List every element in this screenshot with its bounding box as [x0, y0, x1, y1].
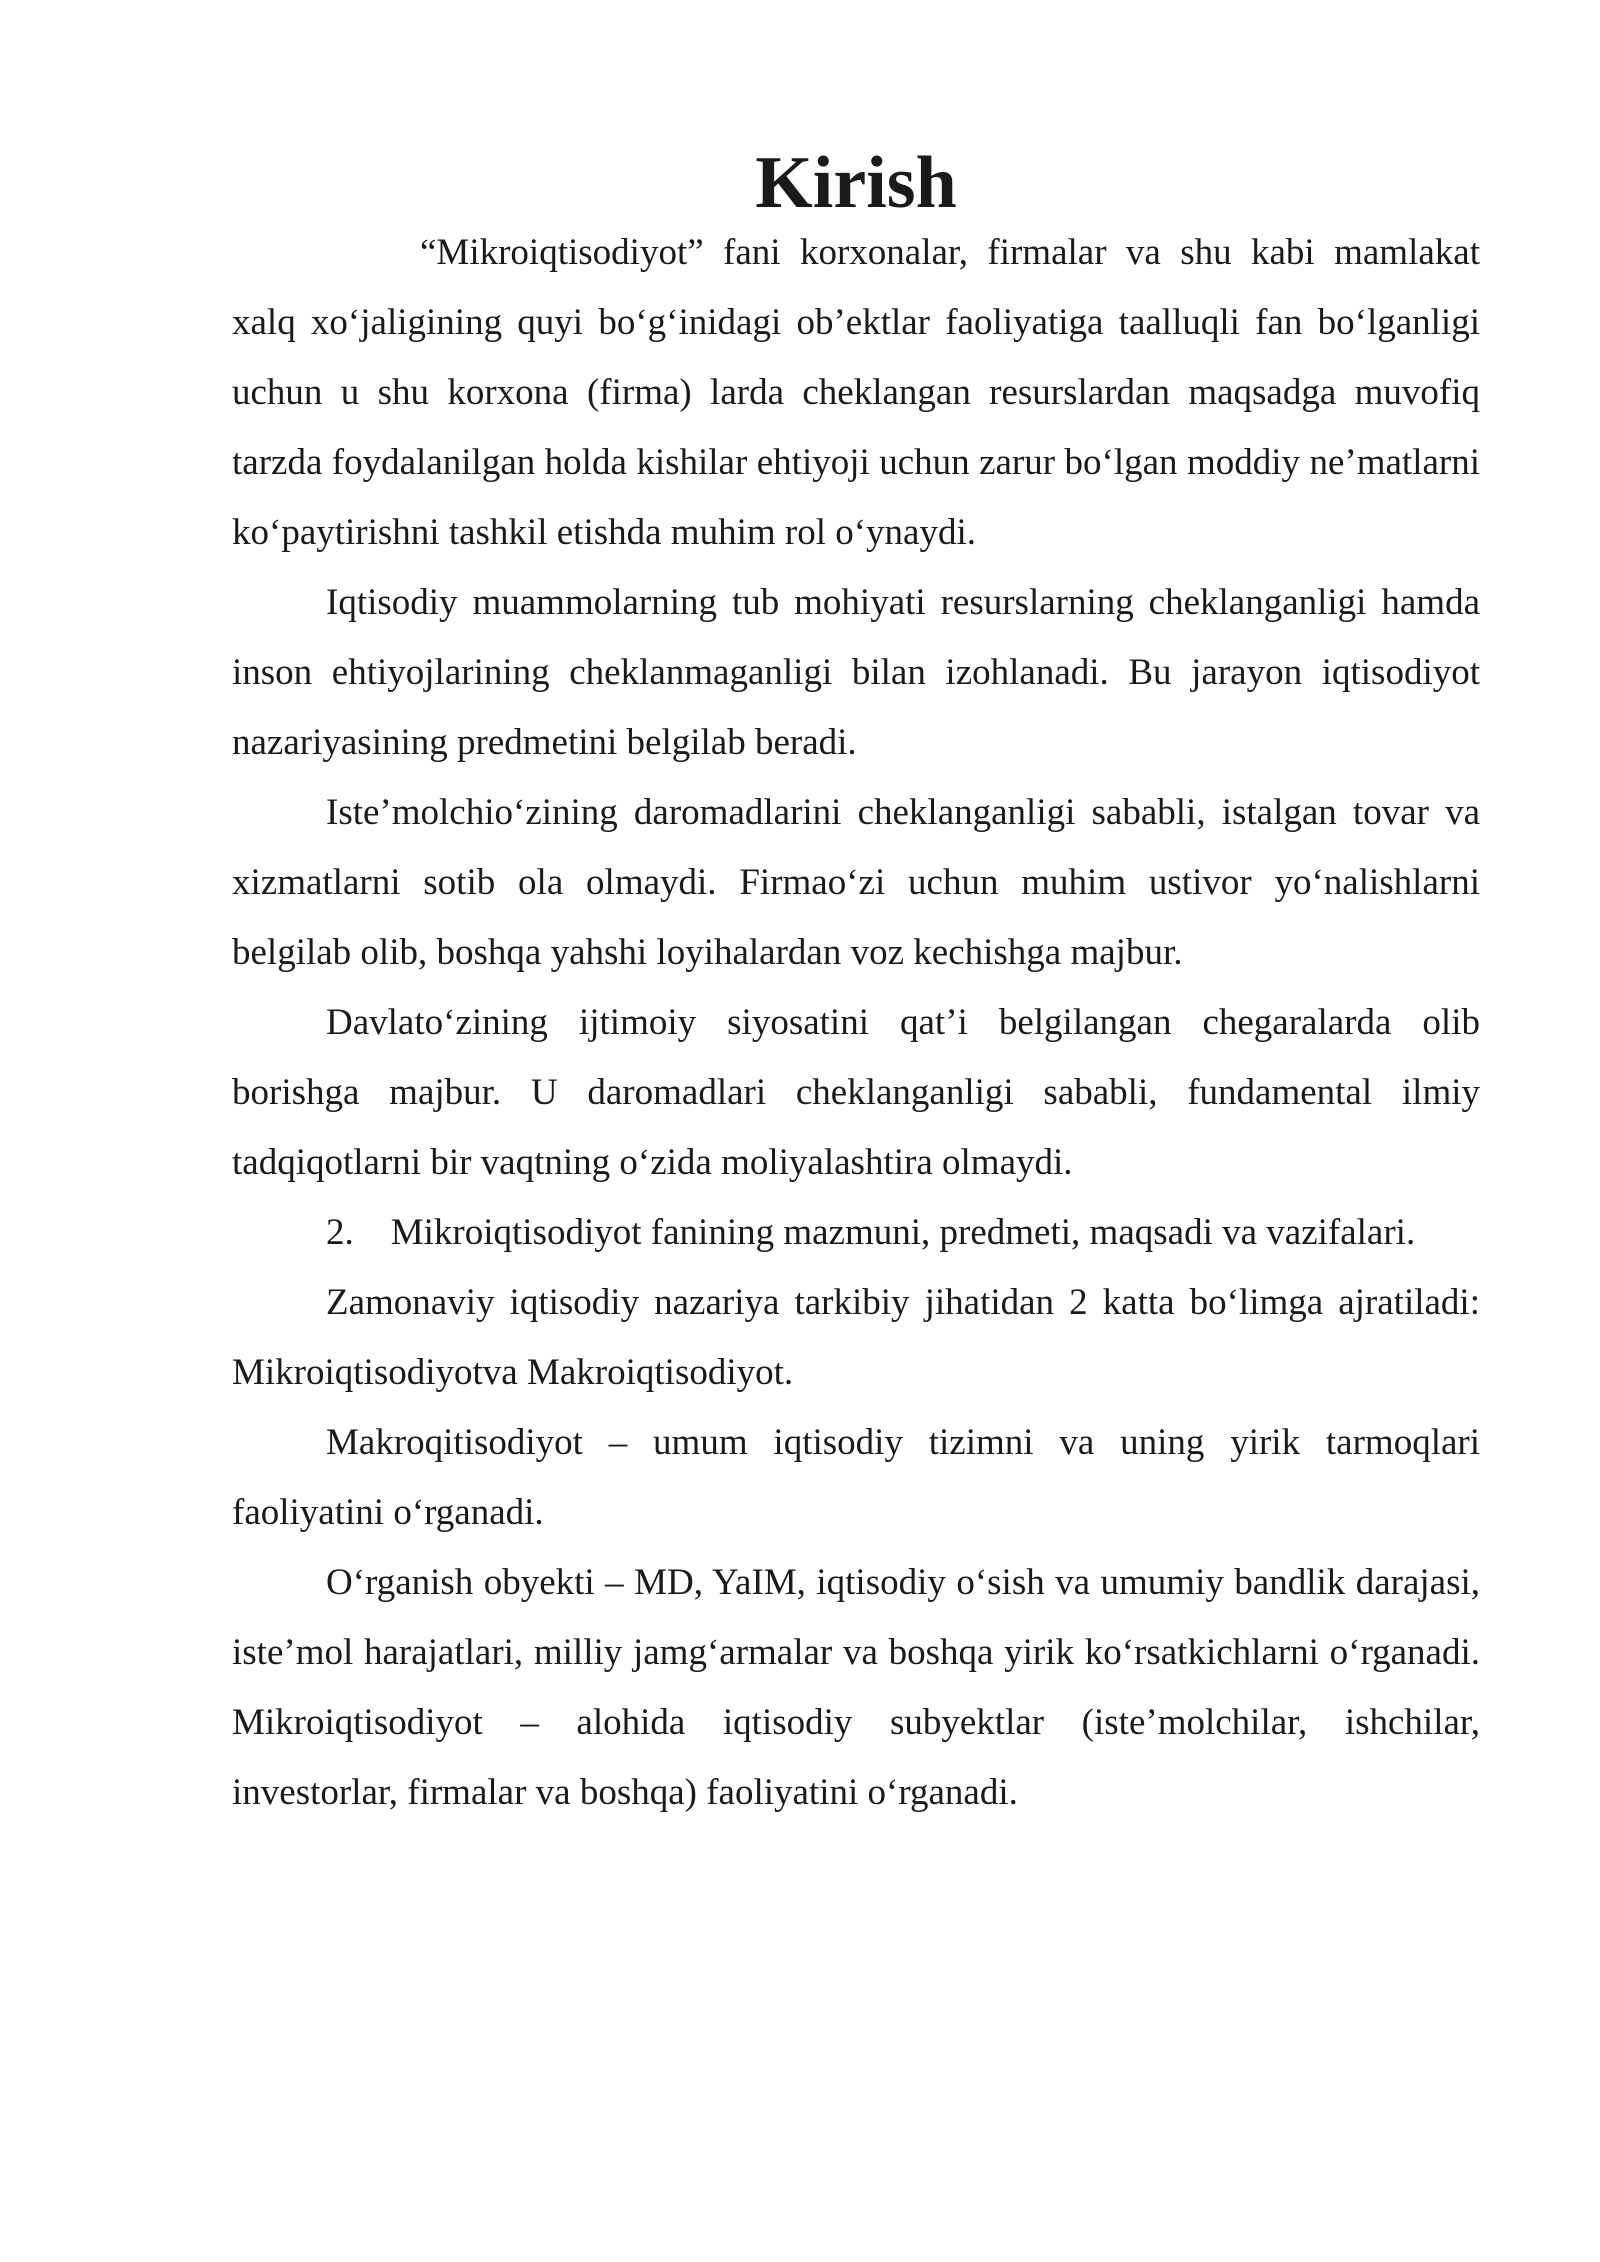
document-body — [232, 142, 1480, 1828]
paragraph-state: Davlato‘zining ijtimoiy siyosatini qat’i belgilangan chegaralarda olib borishga majbur. U daromadlari cheklanganligi sababli, fundamental ilmiy tadqiqotlarni bir vaqtning o‘zida moliyalashtira olmaydi. — [232, 1002, 1480, 1183]
paragraph-intro: “Mikroiqtisodiyot” fani korxonalar, firmalar va shu kabi mamlakat xalq xo‘jaligining quyi bo‘g‘inidagi ob’ektlar faoliyatiga taalluqli fan bo‘lganligi uchun u shu korxona (firma) larda cheklangan resurslardan maqsadga muvofiq tarzda foydalanilgan holda kishilar ehtiyoji uchun zarur bo‘lgan moddiy ne’matlarni ko‘paytirishni tashkil etishda muhim rol o‘ynaydi. — [232, 232, 1480, 553]
paragraph-consumer-firm: Iste’molchio‘zining daromadlarini cheklanganligi sababli, istalgan tovar va xizmatlarni sotib ola olmaydi. Firmao‘zi uchun muhim ustivor yo‘nalishlarni belgilab olib, boshqa yahshi loyihalardan voz kechishga majbur. — [232, 792, 1480, 973]
paragraph-study-object: O‘rganish obyekti – MD, YaIM, iqtisodiy o‘sish va umumiy bandlik darajasi, iste’mol harajatlari, milliy jamg‘armalar va boshqa yirik ko‘rsatkichlarni o‘rganadi. Mikroiqtisodiyot – alohida iqtisodiy subyektlar (iste’molchilar, ishchilar, investorlar, firmalar va boshqa) faoliyatini o‘rganadi. — [232, 1562, 1480, 1813]
page-title: Kirish — [755, 142, 957, 224]
section-heading-2: 2. Mikroiqtisodiyot fanining mazmuni, predmeti, maqsadi va vazifalari. — [326, 1212, 1416, 1253]
paragraph-macroeconomics: Makroqitisodiyot – umum iqtisodiy tizimni va uning yirik tarmoqlari faoliyatini o‘rganadi. — [232, 1422, 1480, 1533]
paragraph-economic-problems: Iqtisodiy muammolarning tub mohiyati resurslarning cheklanganligi hamda inson ehtiyojlarining cheklanmaganligi bilan izohlanadi. Bu jarayon iqtisodiyot nazariyasining predmetini belgilab beradi. — [232, 582, 1480, 763]
paragraph-modern-theory: Zamonaviy iqtisodiy nazariya tarkibiy jihatidan 2 katta bo‘limga ajratiladi: Mikroiqtisodiyotva Makroiqtisodiyot. — [232, 1282, 1480, 1393]
